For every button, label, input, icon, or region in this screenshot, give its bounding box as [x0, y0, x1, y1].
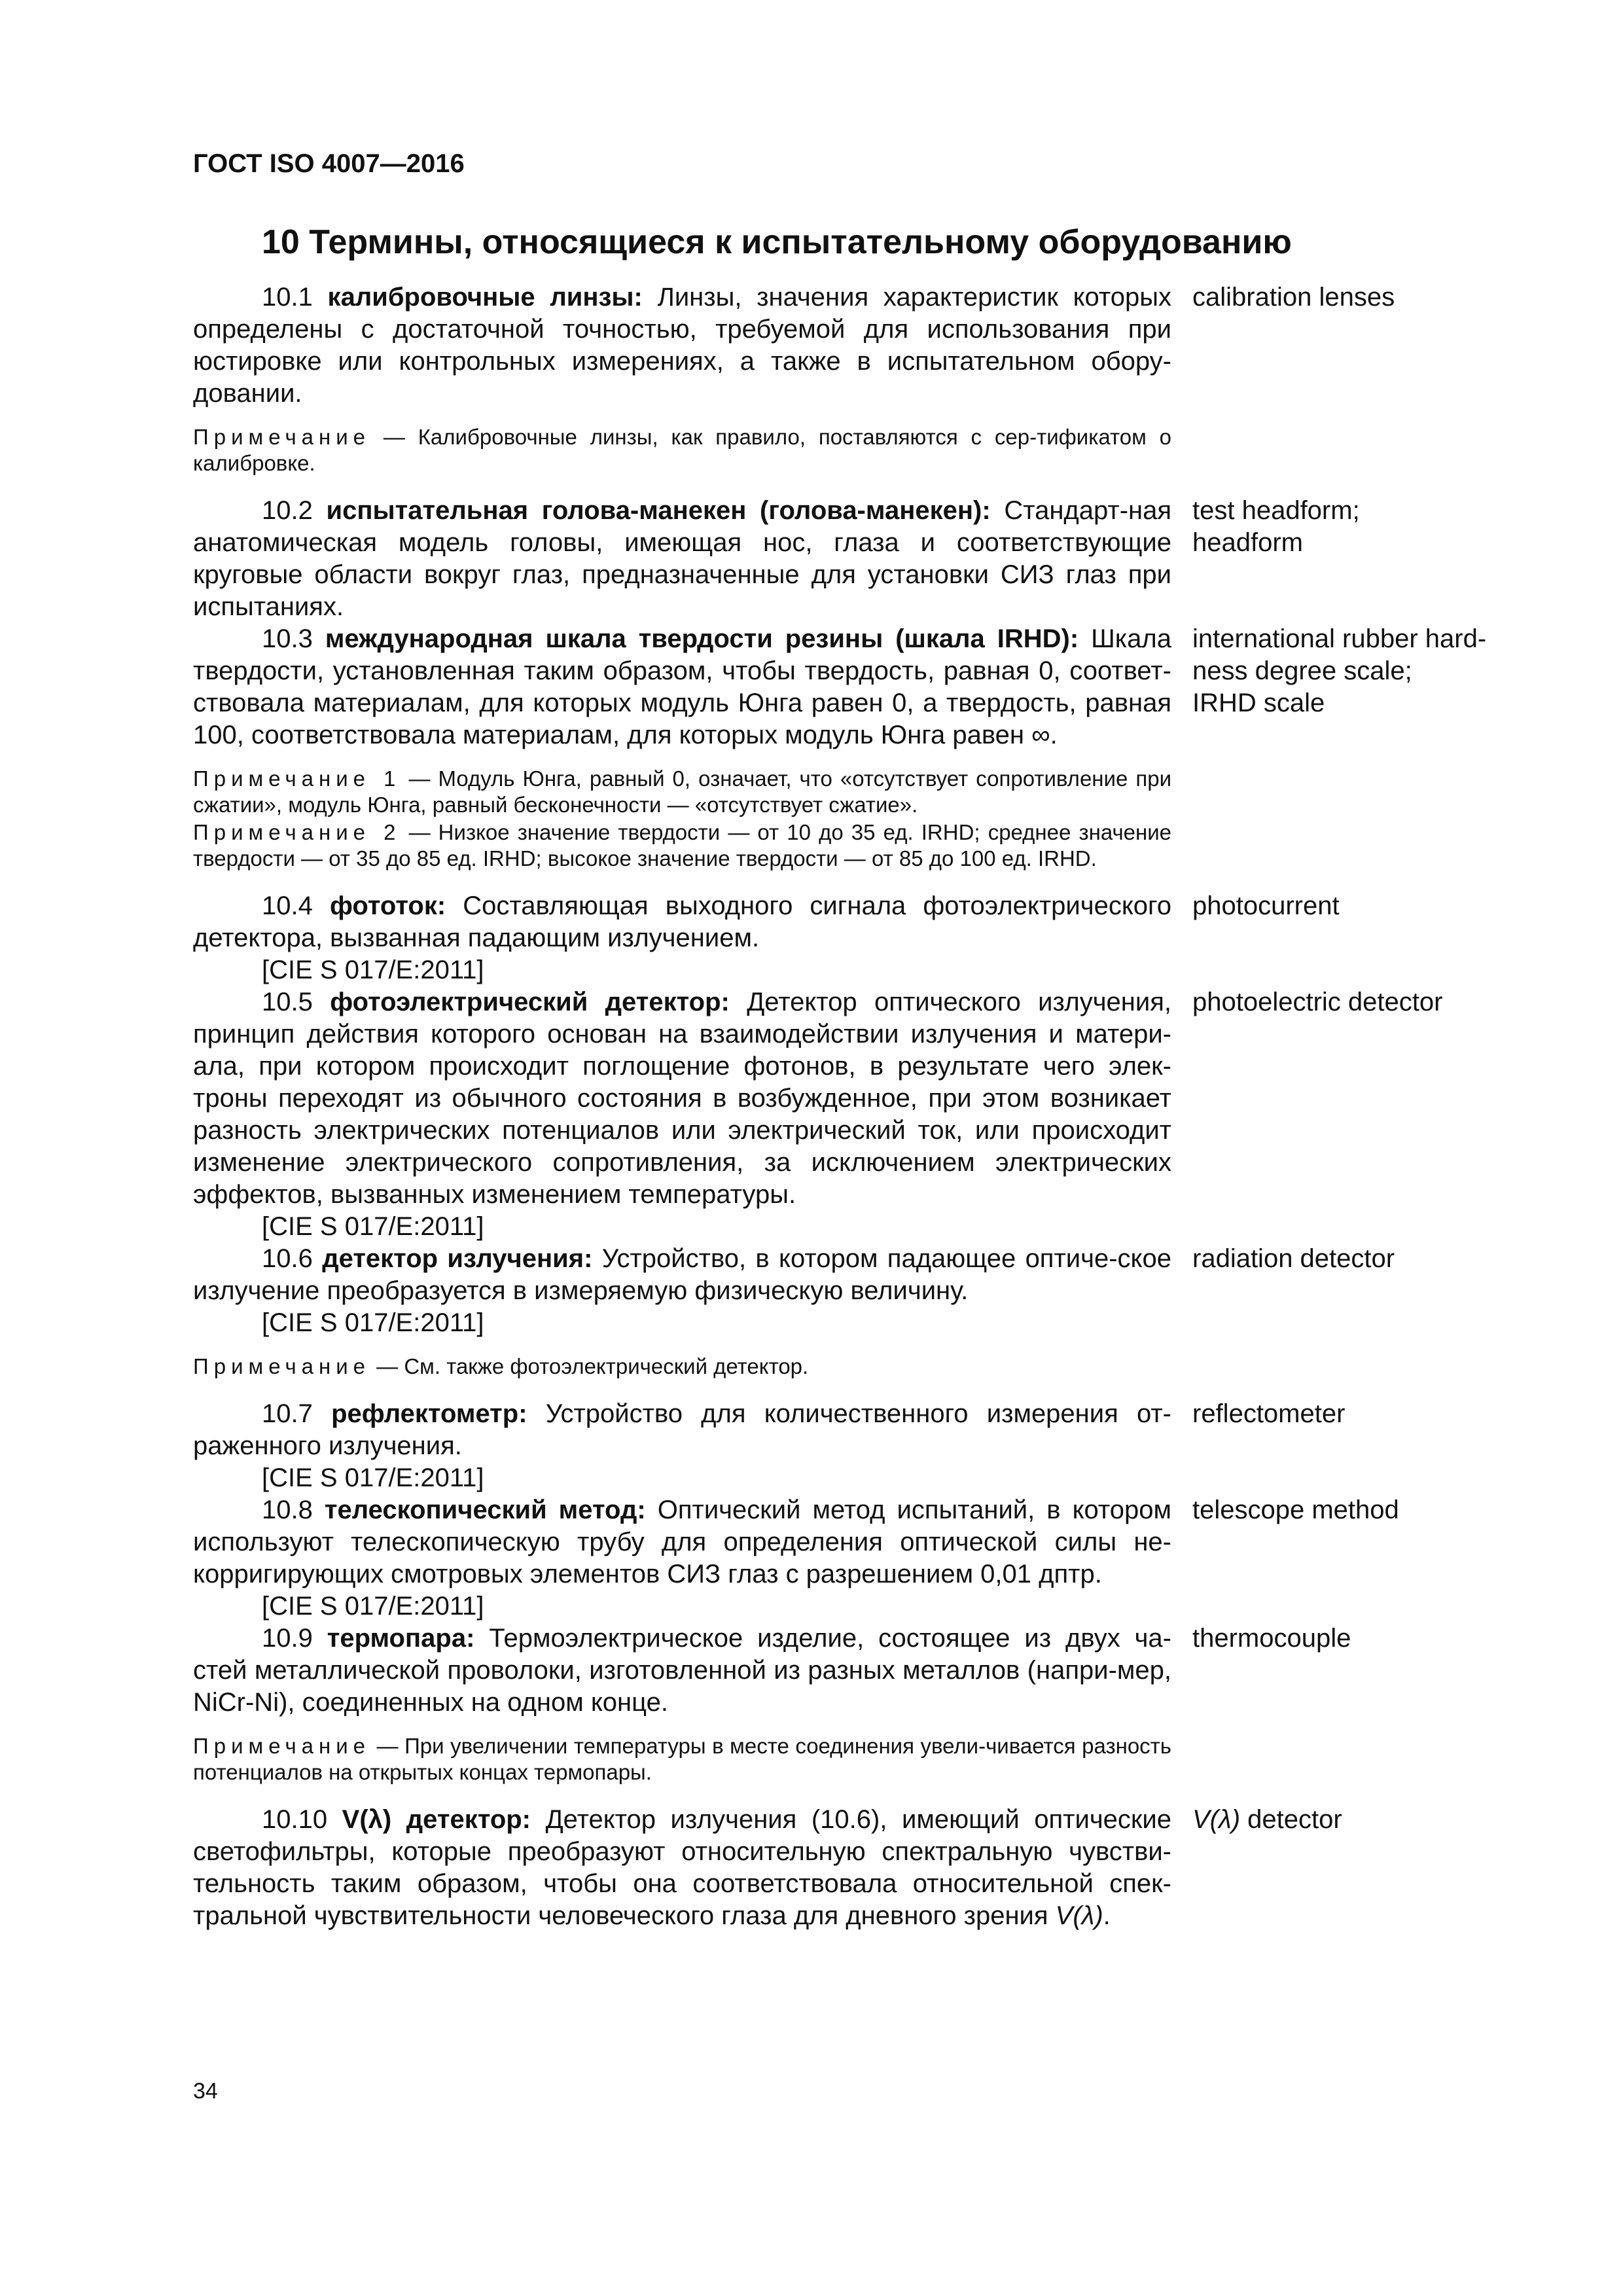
- note: Примечание — При увеличении температуры в месте соединения увели-чивается разность потенциалов на открытых концах термопары.: [193, 1734, 1171, 1784]
- term-definition: 10.8 телескопический метод: Оптический метод испытаний, в котором используют телескопическую трубу для определения оптической силы не-корригирующих смотровых элементов СИЗ глаз с разрешением 0,01 дптр.: [193, 1496, 1171, 1588]
- term-entry: [193, 495, 1515, 623]
- term-name: телескопический метод:: [324, 1496, 646, 1524]
- term-source: [CIE S 017/E:2011]: [262, 956, 484, 984]
- term-entry: [193, 1398, 1515, 1494]
- term-english: test headform; headform: [1192, 496, 1360, 557]
- term-english: V(λ) detector: [1192, 1805, 1342, 1834]
- term-name: рефлектометр:: [331, 1399, 527, 1428]
- term-definition: 10.9 термопара: Термоэлектрическое изделие, состоящее из двух ча-стей металлической проволоки, изготовленной из разных металлов (напри-мер, NiCr-Ni), соединенных на одном конце.: [193, 1624, 1171, 1717]
- note: Примечание — См. также фотоэлектрический детектор.: [193, 1354, 809, 1378]
- term-english: radiation detector: [1192, 1244, 1395, 1273]
- term-entry: [193, 1494, 1515, 1623]
- note: Примечание — Калибровочные линзы, как правило, поставляются с сер-тификатом о калибровке.: [193, 425, 1171, 475]
- term-source: [CIE S 017/E:2011]: [262, 1463, 484, 1492]
- note: Примечание 2 — Низкое значение твердости — от 10 до 35 ед. IRHD; среднее значение твердости — от 35 до 85 ед. IRHD; высокое значение твердости — от 85 до 100 ед. IRHD.: [193, 820, 1171, 870]
- term-entry: [193, 623, 1515, 751]
- term-entry: [193, 986, 1515, 1243]
- term-name: фотоэлектрический детектор:: [330, 988, 730, 1016]
- term-source: [CIE S 017/E:2011]: [262, 1212, 484, 1241]
- term-entry: [193, 281, 1515, 410]
- term-definition: 10.2 испытательная голова-манекен (голова-манекен): Стандарт-ная анатомическая модель головы, имеющая нос, глаза и соответствующие круговые области вокруг глаз, предназначенные для установки СИЗ глаз при испытаниях.: [193, 496, 1172, 621]
- term-name: детектор излучения:: [322, 1244, 593, 1273]
- term-english: telescope method: [1192, 1496, 1399, 1524]
- term-english: thermocouple: [1192, 1624, 1351, 1653]
- term-definition: 10.6 детектор излучения: Устройство, в котором падающее оптиче-ское излучение преобразуется в измеряемую физическую величину.: [193, 1244, 1171, 1305]
- document-header: ГОСТ ISO 4007—2016: [193, 149, 465, 178]
- term-english: photoelectric detector: [1192, 988, 1443, 1016]
- term-entry: [193, 1623, 1515, 1719]
- term-definition: 10.3 международная шкала твердости резины (шкала IRHD): Шкала твердости, установленная таким образом, чтобы твердость, равная 0, соответ-ствовала материалам, для которых модуль Юнга равен 0, а твердость, равная 100, соответствовала материалам, для которых модуль Юнга равен ∞.: [193, 624, 1172, 749]
- term-name: термопара:: [327, 1624, 475, 1653]
- term-name: V(λ) детектор:: [342, 1805, 531, 1834]
- term-definition: 10.5 фотоэлектрический детектор: Детектор оптического излучения, принцип действия которого основан на взаимодействии излучения и матери-ала, при котором происходит поглощение фотонов, в результате чего элек-троны переходят из обычного состояния в возбужденное, при этом возникает разность электрических потенциалов или электрический ток, или происходит изменение электрического сопротивления, за исключением электрических эффектов, вызванных изменением температуры.: [193, 988, 1171, 1209]
- term-name: калибровочные линзы:: [327, 283, 643, 312]
- term-name: фототок:: [329, 891, 446, 920]
- page-number: 34: [193, 2079, 218, 2104]
- term-source: [CIE S 017/E:2011]: [262, 1308, 484, 1337]
- term-definition: 10.10 V(λ) детектор: Детектор излучения (10.6), имеющий оптические светофильтры, которые преобразуют относительную спектральную чувстви-тельность таким образом, чтобы она соответствовала относительной спек-тральной чувствительности человеческого глаза для дневного зрения V(λ).: [193, 1805, 1171, 1930]
- term-english: international rubber hard- ness degree scale; IRHD scale: [1192, 624, 1487, 717]
- term-english: calibration lenses: [1192, 283, 1395, 312]
- term-english: photocurrent: [1192, 891, 1340, 920]
- term-definition: 10.1 калибровочные линзы: Линзы, значения характеристик которых определены с достаточной точностью, требуемой для использования при юстировке или контрольных измерениях, а также в испытательном обору-довании.: [193, 283, 1172, 408]
- term-source: [CIE S 017/E:2011]: [262, 1592, 484, 1621]
- term-definition: 10.4 фототок: Составляющая выходного сигнала фотоэлектрического детектора, вызванная падающим излучением.: [193, 891, 1171, 952]
- term-entry: [193, 890, 1515, 986]
- term-english: reflectometer: [1192, 1399, 1346, 1428]
- term-name: испытательная голова-манекен (голова-манекен):: [326, 496, 991, 525]
- terms-list: [193, 281, 1515, 1932]
- term-entry: [193, 1804, 1515, 1932]
- section-title: 10 Термины, относящиеся к испытательному оборудованию: [262, 223, 1292, 261]
- note: Примечание 1 — Модуль Юнга, равный 0, означает, что «отсутствует сопротивление при сжатии», модуль Юнга, равный бесконечности — «отсутствует сжатие».: [193, 766, 1171, 817]
- term-name: международная шкала твердости резины (шкала IRHD):: [325, 624, 1079, 653]
- term-definition: 10.7 рефлектометр: Устройство для количественного измерения от-раженного излучения.: [193, 1399, 1171, 1460]
- term-entry: [193, 1243, 1515, 1339]
